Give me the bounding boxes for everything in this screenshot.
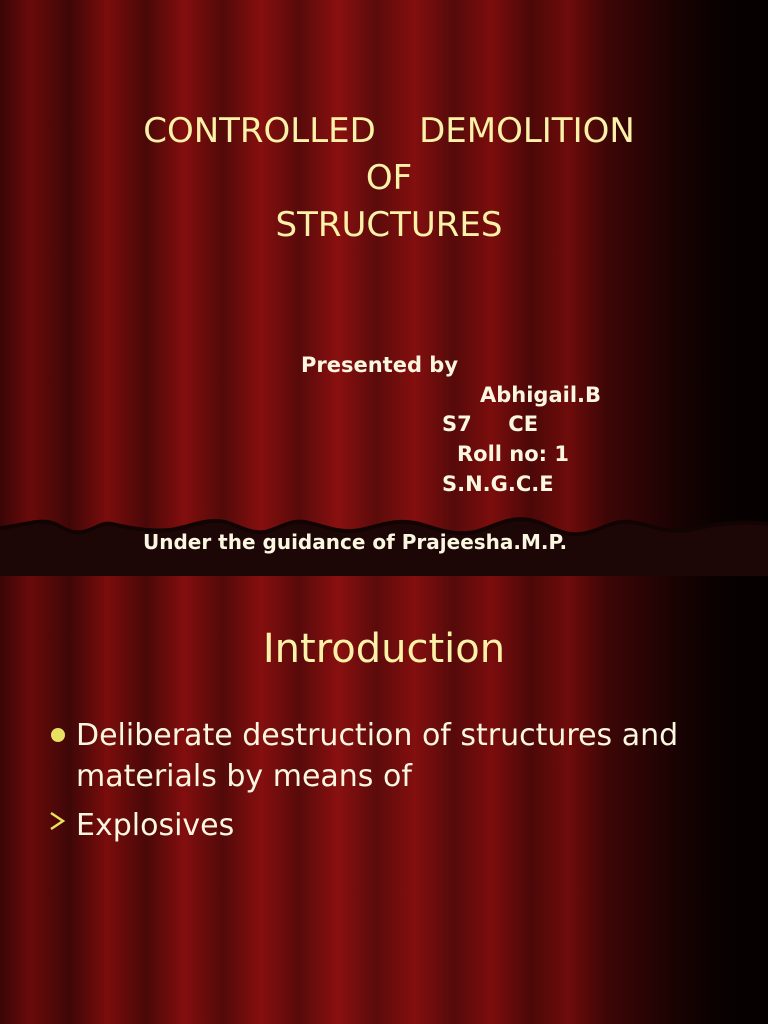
chevron-right-icon xyxy=(48,809,68,833)
presentation-title xyxy=(0,108,768,249)
title-line-1: CONTROLLED DEMOLITION xyxy=(143,111,635,151)
presenter-class: S7 CE xyxy=(442,412,539,436)
bullet-text-line-2: materials by means of xyxy=(76,759,412,794)
bullet-text-line-1: Deliberate destruction of structures and xyxy=(76,718,679,753)
presenter-name: Abhigail.B xyxy=(480,383,602,407)
presented-by-label: Presented by xyxy=(301,353,459,377)
intro-title: Introduction xyxy=(262,626,506,672)
title-line-2: OF xyxy=(365,158,413,198)
presenter-roll: Roll no: 1 xyxy=(457,442,570,466)
guidance-line: Under the guidance of Prajeesha.M.P. xyxy=(143,530,568,554)
bullet-dot-icon xyxy=(51,728,65,742)
sub-bullet-explosives: Explosives xyxy=(76,808,235,843)
title-line-3: STRUCTURES xyxy=(275,205,503,245)
presenter-college: S.N.G.C.E xyxy=(442,472,554,496)
